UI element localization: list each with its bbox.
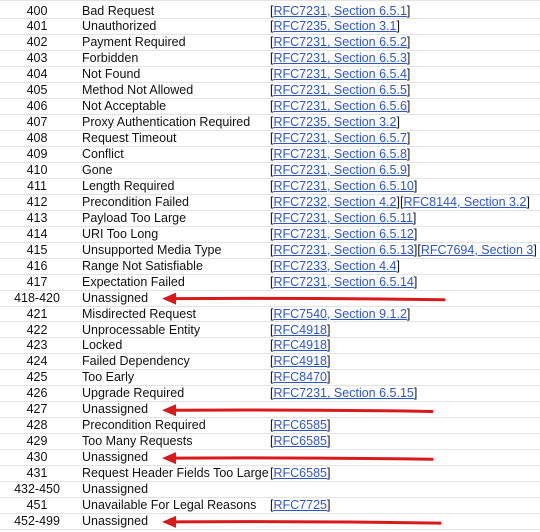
reference-cell: [RFC4918] (270, 322, 331, 337)
status-description: Request Timeout (82, 131, 177, 146)
status-code: 417 (26, 274, 48, 289)
table-row (0, 434, 540, 450)
rfc-reference-link[interactable]: RFC7231, Section 6.5.8 (273, 147, 407, 162)
rfc-reference-link[interactable]: RFC7540, Section 9.1.2 (273, 306, 407, 321)
status-description: Unassigned (82, 513, 149, 528)
status-description: Unassigned (82, 482, 149, 496)
table-row (0, 243, 540, 259)
status-description: Unavailable For Legal Reasons (82, 497, 257, 512)
status-description: Unauthorized (82, 19, 157, 34)
reference-cell: [RFC8470] (270, 370, 331, 385)
table-row (0, 35, 540, 51)
reference-cell: [RFC7235, Section 3.1] (270, 19, 400, 34)
rfc-reference-link[interactable]: RFC7231, Section 6.5.3 (273, 51, 407, 66)
status-code: 432-450 (14, 482, 60, 496)
table-row (0, 466, 540, 482)
status-description: Precondition Failed (82, 194, 190, 209)
rfc-reference-link[interactable]: RFC7232, Section 4.2 (273, 194, 397, 209)
reference-cell: [RFC7540, Section 9.1.2] (270, 306, 411, 321)
reference-cell: [RFC7231, Section 6.5.11] (270, 210, 417, 225)
table-row (0, 19, 540, 35)
status-description: Not Acceptable (82, 99, 167, 114)
status-code: 452-499 (14, 513, 60, 528)
status-code: 422 (26, 322, 48, 337)
reference-cell: [RFC7231, Section 6.5.9] (270, 163, 411, 177)
rfc-reference-link[interactable]: RFC4918 (273, 322, 327, 337)
status-description: Payment Required (82, 35, 186, 50)
status-description: Unassigned (82, 402, 149, 417)
reference-cell: [RFC7231, Section 6.5.10] (270, 178, 418, 193)
rfc-reference-link[interactable]: RFC7725 (273, 497, 327, 512)
reference-cell: [RFC7231, Section 6.5.1] (270, 3, 411, 18)
reference-cell: [RFC7231, Section 6.5.13][RFC7694, Section 3] (270, 242, 537, 257)
table-row (0, 195, 540, 211)
status-description: Request Header Fields Too Large (82, 466, 269, 481)
reference-cell: [RFC7231, Section 6.5.2] (270, 35, 411, 50)
table-row (0, 386, 540, 402)
table-row (0, 275, 540, 291)
rfc-reference-link[interactable]: RFC7231, Section 6.5.4 (273, 67, 407, 82)
table-row (0, 338, 540, 354)
status-code: 406 (26, 99, 48, 114)
status-code: 408 (26, 131, 48, 146)
status-code: 418-420 (14, 290, 60, 305)
reference-cell: [RFC4918] (270, 338, 331, 353)
rfc-reference-link[interactable]: RFC7233, Section 4.4 (273, 258, 397, 273)
rfc-reference-link[interactable]: RFC7235, Section 3.1 (273, 19, 397, 34)
status-code: 404 (26, 67, 48, 82)
status-code: 414 (26, 226, 48, 241)
reference-cell: [RFC7231, Section 6.5.7] (270, 131, 411, 146)
status-code: 427 (26, 402, 48, 417)
rfc-reference-link[interactable]: RFC7231, Section 6.5.10 (273, 178, 414, 193)
rfc-reference-link[interactable]: RFC6585 (273, 434, 327, 449)
status-code: 421 (26, 306, 48, 321)
status-description: Too Many Requests (82, 434, 193, 449)
status-description: URI Too Long (82, 226, 159, 241)
reference-cell: [RFC6585] (270, 434, 331, 449)
status-code: 402 (26, 35, 48, 50)
table-row (0, 402, 540, 418)
status-code: 426 (26, 386, 48, 401)
rfc-reference-link[interactable]: RFC7231, Section 6.5.2 (273, 35, 407, 50)
status-code: 401 (26, 19, 48, 34)
status-description: Conflict (82, 147, 124, 162)
rfc-reference-link[interactable]: RFC7231, Section 6.5.7 (273, 131, 407, 146)
status-code: 403 (26, 51, 48, 66)
rfc-reference-link[interactable]: RFC8144, Section 3.2 (403, 194, 527, 209)
table-row (0, 4, 540, 20)
reference-cell: [RFC6585] (270, 418, 331, 433)
status-code: 410 (26, 163, 48, 177)
table-row (0, 370, 540, 386)
status-code: 423 (26, 338, 48, 353)
reference-cell: [RFC7231, Section 6.5.12] (270, 226, 418, 241)
status-code: 415 (26, 242, 48, 257)
table-row (0, 482, 540, 498)
status-code: 425 (26, 370, 48, 385)
status-description: Range Not Satisfiable (82, 258, 203, 273)
status-description: Unsupported Media Type (82, 242, 222, 257)
rfc-reference-link[interactable]: RFC7694, Section 3 (420, 242, 534, 257)
rfc-reference-link[interactable]: RFC4918 (273, 338, 327, 353)
table-row (0, 498, 540, 514)
status-code: 451 (26, 497, 48, 512)
status-code: 409 (26, 147, 48, 162)
status-code: 411 (27, 178, 47, 193)
rfc-reference-link[interactable]: RFC7231, Section 6.5.6 (273, 99, 407, 114)
table-row (0, 211, 540, 227)
table-row (0, 67, 540, 83)
rfc-reference-link[interactable]: RFC7231, Section 6.5.12 (273, 226, 414, 241)
table-row (0, 259, 540, 275)
table-row (0, 323, 540, 339)
status-description: Unprocessable Entity (82, 322, 201, 337)
table-row (0, 179, 540, 195)
status-code: 413 (26, 210, 48, 225)
status-code: 405 (26, 83, 48, 98)
status-description: Forbidden (82, 51, 139, 66)
reference-cell: [RFC7231, Section 6.5.14] (270, 274, 418, 289)
status-description: Unassigned (82, 290, 149, 305)
status-code: 424 (26, 354, 48, 369)
status-description: Failed Dependency (82, 354, 190, 369)
status-code: 412 (26, 194, 48, 209)
reference-cell: [RFC7232, Section 4.2][RFC8144, Section 3.2] (270, 194, 530, 209)
previous-row-fragment (0, 0, 540, 1)
reference-cell: [RFC7231, Section 6.5.3] (270, 51, 411, 66)
table-row (0, 450, 540, 466)
status-description: Method Not Allowed (82, 83, 194, 98)
reference-cell: [RFC7231, Section 6.5.4] (270, 67, 411, 82)
status-code: 431 (26, 466, 48, 481)
reference-cell: [RFC7231, Section 6.5.6] (270, 99, 411, 114)
reference-cell: [RFC7231, Section 6.5.5] (270, 83, 411, 98)
reference-cell: [RFC7233, Section 4.4] (270, 258, 400, 273)
status-description: Unassigned (82, 450, 149, 465)
reference-cell: [RFC7231, Section 6.5.15] (270, 386, 418, 401)
rfc-reference-link[interactable]: RFC7231, Section 6.5.13 (273, 242, 414, 257)
reference-cell: [RFC6585] (270, 466, 331, 481)
rfc-reference-link[interactable]: RFC7231, Section 6.5.5 (273, 83, 407, 98)
table-row (0, 99, 540, 115)
status-code: 430 (26, 450, 48, 465)
table-row (0, 83, 540, 99)
rfc-reference-link[interactable]: RFC7231, Section 6.5.9 (273, 163, 407, 177)
table-row (0, 51, 540, 67)
status-code: 407 (26, 115, 48, 130)
rfc-reference-link[interactable]: RFC7231, Section 6.5.15 (273, 386, 414, 401)
table-row (0, 227, 540, 243)
status-description: Payload Too Large (82, 210, 187, 225)
rfc-reference-link[interactable]: RFC4918 (273, 354, 327, 369)
table-row (0, 147, 540, 163)
rfc-reference-link[interactable]: RFC7231, Section 6.5.11 (273, 210, 413, 225)
status-description: Length Required (82, 178, 175, 193)
table-row (0, 291, 540, 307)
status-description: Expectation Failed (82, 274, 185, 289)
status-description: Not Found (82, 67, 141, 82)
table-row (0, 354, 540, 370)
table-row (0, 115, 540, 131)
status-code: 416 (26, 258, 48, 273)
rfc-reference-link[interactable]: RFC7235, Section 3.2 (273, 115, 397, 130)
reference-cell: [RFC7235, Section 3.2] (270, 115, 400, 130)
table-row (0, 418, 540, 434)
status-description: Locked (82, 338, 123, 353)
rfc-reference-link[interactable]: RFC7231, Section 6.5.14 (273, 274, 414, 289)
reference-cell: [RFC7231, Section 6.5.8] (270, 147, 411, 162)
rfc-reference-link[interactable]: RFC6585 (273, 418, 327, 433)
status-code: 428 (26, 418, 48, 433)
table-row (0, 163, 540, 179)
reference-cell: [RFC7725] (270, 497, 331, 512)
status-code: 400 (26, 3, 48, 18)
rfc-reference-link[interactable]: RFC6585 (273, 466, 327, 481)
rfc-reference-link[interactable]: RFC8470 (273, 370, 327, 385)
status-description: Upgrade Required (82, 386, 185, 401)
status-description: Too Early (82, 370, 135, 385)
status-code: 429 (26, 434, 48, 449)
status-description: Proxy Authentication Required (82, 115, 251, 130)
table-row (0, 307, 540, 323)
table-row (0, 131, 540, 147)
table-row (0, 514, 540, 530)
reference-cell: [RFC4918] (270, 354, 331, 369)
rfc-reference-link[interactable]: RFC7231, Section 6.5.1 (273, 3, 407, 18)
status-description: Misdirected Request (82, 306, 196, 321)
status-description: Bad Request (82, 3, 155, 18)
status-description: Precondition Required (82, 418, 206, 433)
status-description: Gone (82, 163, 113, 177)
